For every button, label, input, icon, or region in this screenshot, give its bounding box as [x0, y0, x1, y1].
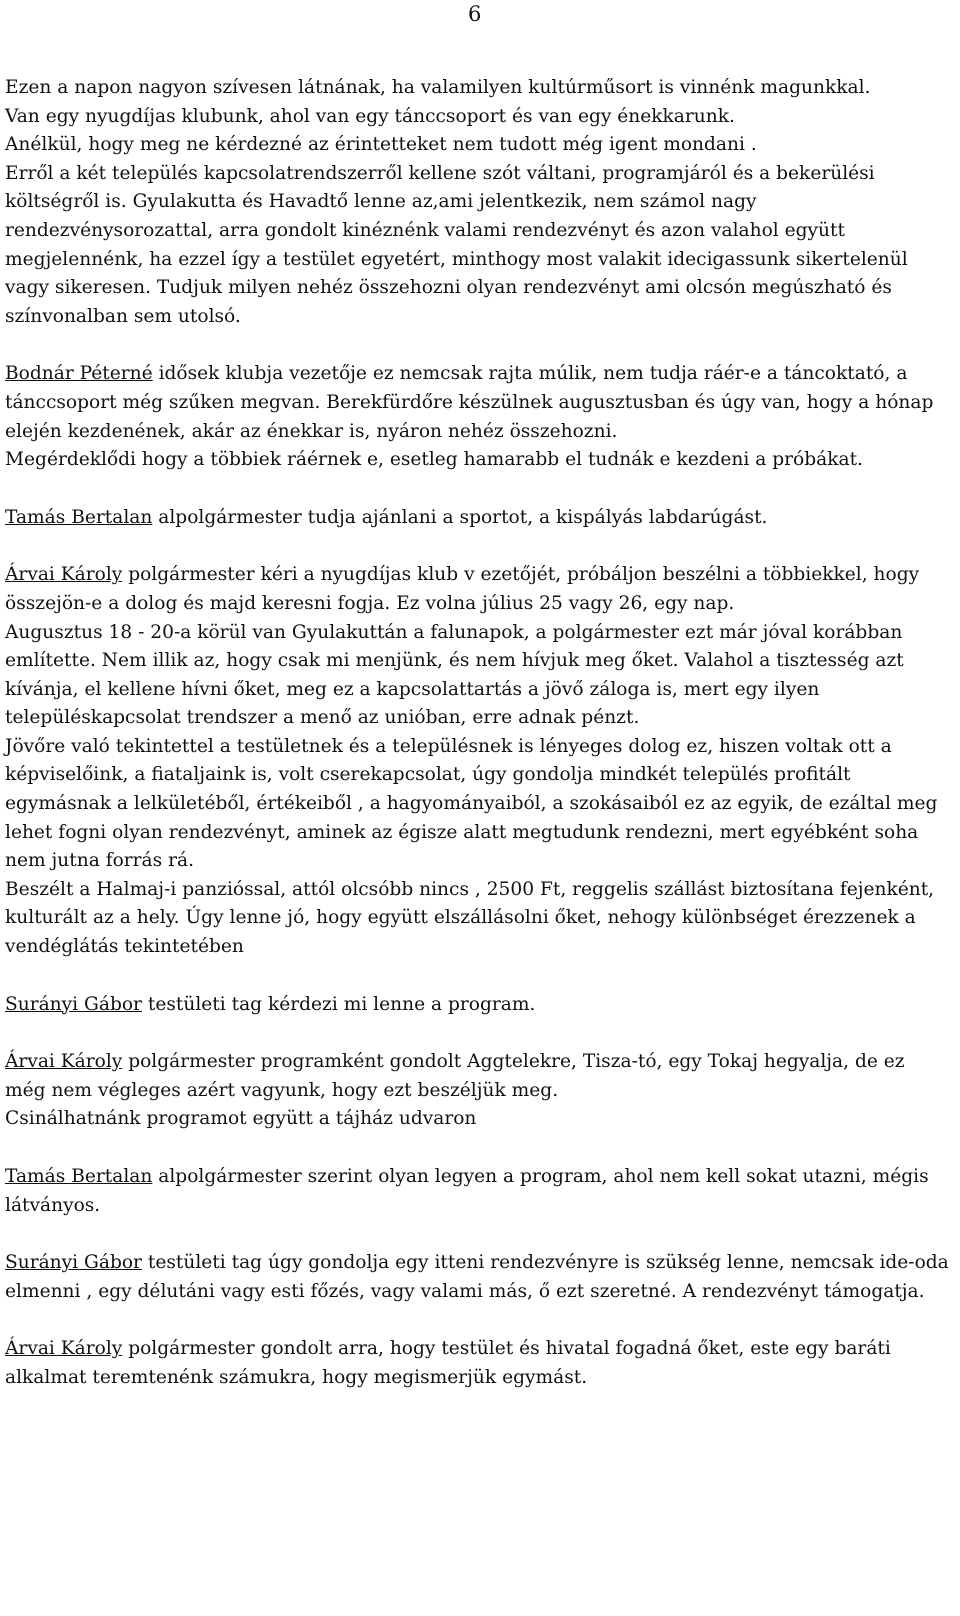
- paragraph-text: Megérdeklődi hogy a többiek ráérnek e, esetleg hamarabb el tudnák e kezdeni a próbákat.: [5, 449, 863, 471]
- paragraph: [5, 1105, 950, 1134]
- paragraph-text: Augusztus 18 - 20-a körül van Gyulakuttán a falunapok, a polgármester ezt már jóval korábban említette. Nem illik az, hogy csak mi menjünk, és nem hívjuk meg őket. Valahol a tisztesség azt kívánja, el kellene hívni őket, meg ez a kapcsolattartás a jövő záloga is, mert egy ilyen településkapcsolat trendszer a menő az unióban, erre adnak pénzt.: [5, 621, 904, 729]
- speaker-name: Árvai Károly: [5, 1338, 123, 1360]
- paragraph-text: Erről a két település kapcsolatrendszerről kellene szót váltani, programjáról és a bekerülési költségről is. Gyulakutta és Havadtő lenne az,ami jelentkezik, nem számol nagy rendezvénysorozattal, arra gondolt kinéznénk valami rendezvényt és azon valahol együtt megjelennénk, ha ezzel így a testület egyetért, minthogy most valakit idecigassunk sikertelenül vagy sikeresen. Tudjuk milyen nehéz összehozni olyan rendezvényt ami olcsón megúszható és színvonalban sem utolsó.: [5, 162, 908, 327]
- speaker-name: Bodnár Péterné: [5, 363, 153, 385]
- paragraph-text: Van egy nyugdíjas klubunk, ahol van egy tánccsoport és van egy énekkarunk.: [5, 105, 735, 127]
- paragraph-gap: [5, 962, 950, 991]
- paragraph-block: [5, 74, 950, 331]
- speaker-name: Surányi Gábor: [5, 1252, 142, 1274]
- paragraph: [5, 619, 950, 733]
- page-number: 6: [468, 2, 482, 26]
- paragraph-gap: [5, 475, 950, 504]
- paragraph: [5, 1335, 950, 1392]
- paragraph: [5, 74, 950, 103]
- paragraph: [5, 1048, 950, 1105]
- paragraph-text: Csinálhatnánk programot együtt a tájház udvaron: [5, 1108, 477, 1130]
- document-body: [5, 74, 950, 1393]
- paragraph: [5, 131, 950, 160]
- paragraph-text: polgármester gondolt arra, hogy testület és hivatal fogadná őket, este egy baráti alkalmat teremtenénk számukra, hogy megismerjük egymást.: [5, 1338, 891, 1388]
- paragraph-text: idősek klubja vezetője ez nemcsak rajta múlik, nem tudja ráér-e a táncoktató, a tánccsoport még szűken megvan. Berekfürdőre készülnek augusztusban és úgy van, hogy a hónap elején kezdenének, akár az énekkar is, nyáron nehéz összehozni.: [5, 363, 934, 442]
- paragraph-text: polgármester kéri a nyugdíjas klub v ezetőjét, próbáljon beszélni a többiekkel, hogy összejön-e a dolog és majd keresni fogja. Ez volna július 25 vagy 26, egy nap.: [5, 564, 920, 614]
- paragraph: [5, 360, 950, 446]
- paragraph-block: [5, 360, 950, 474]
- speaker-name: Árvai Károly: [5, 564, 123, 586]
- paragraph-text: testületi tag úgy gondolja egy itteni rendezvényre is szükség lenne, nemcsak ide-oda elmenni , egy délutáni vagy esti főzés, vagy valami más, ő ezt szeretné. A rendezvényt támogatja.: [5, 1252, 949, 1302]
- speaker-name: Surányi Gábor: [5, 993, 142, 1015]
- paragraph-gap: [5, 1134, 950, 1163]
- speaker-name: Tamás Bertalan: [5, 506, 153, 528]
- paragraph: [5, 103, 950, 132]
- paragraph: [5, 1249, 950, 1306]
- paragraph: [5, 561, 950, 618]
- paragraph-block: [5, 1048, 950, 1134]
- paragraph-gap: [5, 1220, 950, 1249]
- paragraph-block: [5, 1249, 950, 1306]
- paragraph-text: Beszélt a Halmaj-i panzióssal, attól olcsóbb nincs , 2500 Ft, reggelis szállást biztosítana fejenként, kulturált az a hely. Úgy lenne jó, hogy együtt elszállásolni őket, nehogy különbséget érezzenek a vendéglátás tekintetében: [5, 878, 935, 958]
- paragraph-text: Anélkül, hogy meg ne kérdezné az érintetteket nem tudott még igent mondani .: [5, 134, 757, 156]
- speaker-name: Tamás Bertalan: [5, 1166, 153, 1187]
- paragraph-gap: [5, 1019, 950, 1048]
- paragraph-text: testületi tag kérdezi mi lenne a program.: [141, 993, 536, 1015]
- paragraph-block: [5, 991, 950, 1020]
- paragraph-gap: [5, 532, 950, 561]
- paragraph-text: alpolgármester szerint olyan legyen a program, ahol nem kell sokat utazni, mégis látványos.: [5, 1166, 929, 1216]
- paragraph-text: alpolgármester tudja ajánlani a sportot, a kispályás labdarúgást.: [152, 506, 768, 528]
- paragraph: [5, 991, 950, 1020]
- paragraph-block: [5, 561, 950, 961]
- paragraph: [5, 160, 950, 332]
- paragraph-gap: [5, 1306, 950, 1335]
- paragraph: [5, 504, 950, 533]
- paragraph-block: [5, 504, 950, 533]
- paragraph-block: [5, 1335, 950, 1392]
- paragraph: [5, 733, 950, 876]
- paragraph: [5, 876, 950, 962]
- paragraph-block: [5, 1163, 950, 1220]
- paragraph: [5, 446, 950, 475]
- paragraph-gap: [5, 331, 950, 360]
- paragraph-text: Jövőre való tekintettel a testületnek és a településnek is lényeges dolog ez, hiszen voltak ott a képviselőink, a fiataljaink is, volt cserekapcsolat, úgy gondolja mindkét település profitált egymásnak a lelkületéből, értékeiből , a hagyományaiból, a szokásaiból ez az egyik, de ezáltal meg lehet fogni olyan rendezvényt, aminek az égisze alatt megtudunk rendezni, mert egyébként soha nem jutna forrás rá.: [5, 735, 938, 872]
- speaker-name: Árvai Károly: [5, 1051, 123, 1073]
- paragraph-text: polgármester programként gondolt Aggtelekre, Tisza-tó, egy Tokaj hegyalja, de ez még nem végleges azért vagyunk, hogy ezt beszéljük meg.: [5, 1051, 905, 1101]
- paragraph: [5, 1163, 950, 1220]
- paragraph-text: Ezen a napon nagyon szívesen látnának, ha valamilyen kultúrműsort is vinnénk magunkkal.: [5, 77, 871, 98]
